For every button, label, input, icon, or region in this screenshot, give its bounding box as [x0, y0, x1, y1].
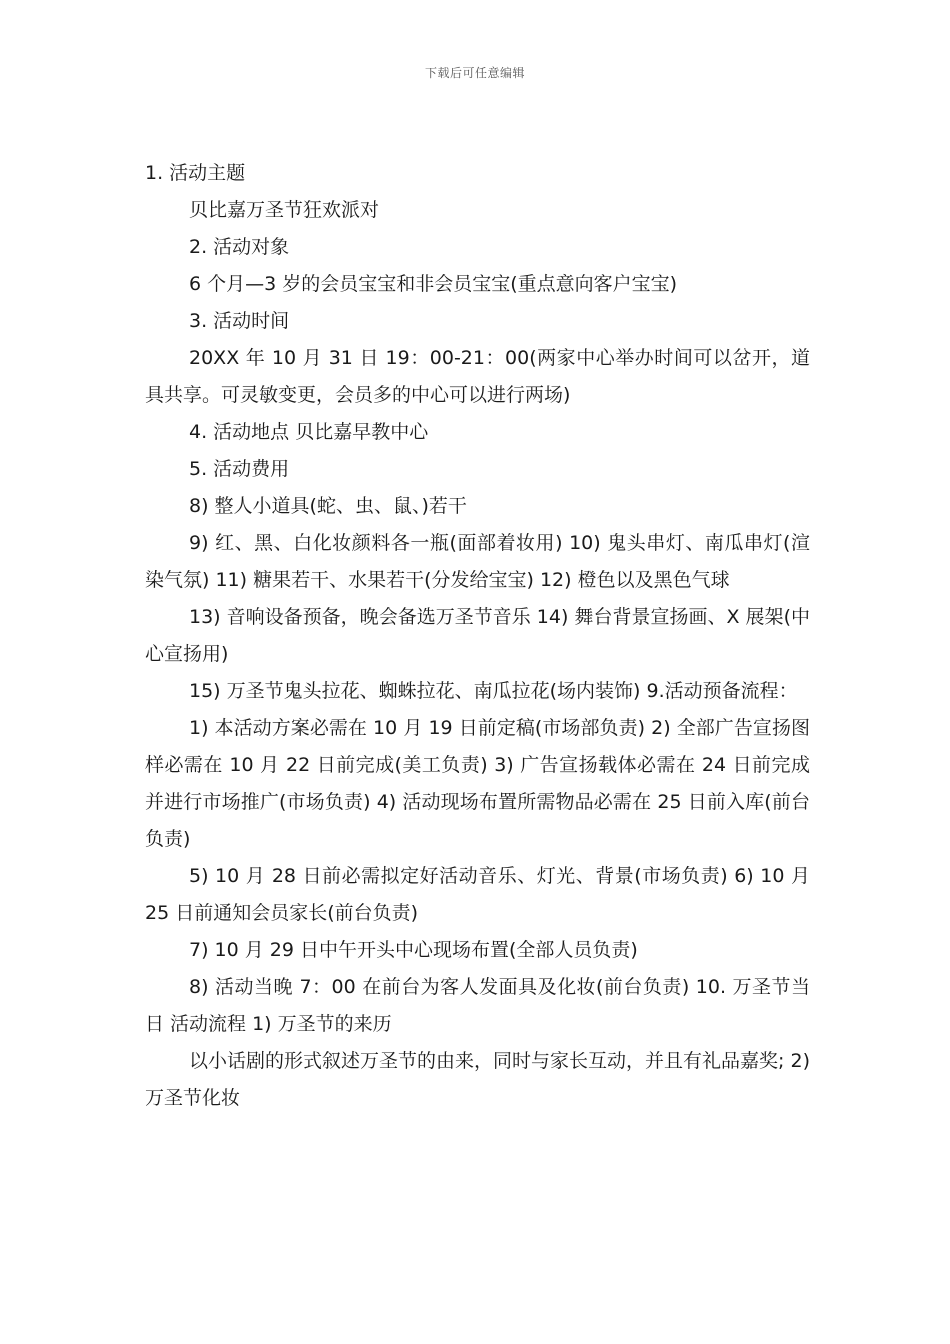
paragraph-prep-8: 8) 活动当晚 7：00 在前台为客人发面具及化妆(前台负责) 10. 万圣节当日 活动流程 1) 万圣节的来历: [145, 976, 810, 1035]
paragraph-heading-theme: 1. 活动主题: [145, 162, 246, 184]
document-body: [145, 155, 810, 1117]
paragraph-prep-1-4: 1) 本活动方案必需在 10 月 19 日前定稿(市场部负责) 2) 全部广告宣扬图样必需在 10 月 22 日前完成(美工负责) 3) 广告宣扬载体必需在 24 日前完成并进行市场推广(市场负责) 4) 活动现场布置所需物品必需在 25 日前入库(前台负责): [145, 717, 810, 850]
paragraph-heading-audience: 2. 活动对象: [189, 236, 290, 258]
paragraph-heading-cost: 5. 活动费用: [189, 458, 290, 480]
paragraph-item-15: 15) 万圣节鬼头拉花、蜘蛛拉花、南瓜拉花(场内装饰) 9.活动预备流程：: [189, 680, 798, 702]
paragraph-item-8: 8) 整人小道具(蛇、虫、鼠、)若干: [189, 495, 467, 517]
paragraph-heading-time: 3. 活动时间: [189, 310, 290, 332]
paragraph-theme-name: 贝比嘉万圣节狂欢派对: [189, 199, 380, 221]
paragraph-audience: 6 个月—3 岁的会员宝宝和非会员宝宝(重点意向客户宝宝): [189, 273, 678, 295]
paragraph-location: 4. 活动地点 贝比嘉早教中心: [189, 421, 429, 443]
paragraph-drama: 以小话剧的形式叙述万圣节的由来，同时与家长互动，并且有礼品嘉奖; 2)万圣节化妆: [145, 1050, 810, 1109]
paragraph-items-9-12: 9) 红、黑、白化妆颜料各一瓶(面部着妆用) 10) 鬼头串灯、南瓜串灯(渲染气氛) 11) 糖果若干、水果若干(分发给宝宝) 12) 橙色以及黑色气球: [145, 532, 810, 591]
page-header-note: 下载后可任意编辑: [424, 66, 525, 80]
paragraph-time: 20XX 年 10 月 31 日 19：00-21：00(两家中心举办时间可以岔开，道具共享。可灵敏变更，会员多的中心可以进行两场): [145, 347, 810, 406]
paragraph-items-13-14: 13) 音响设备预备，晚会备选万圣节音乐 14) 舞台背景宣扬画、X 展架(中心宣扬用): [145, 606, 810, 665]
paragraph-prep-7: 7) 10 月 29 日中午开头中心现场布置(全部人员负责): [189, 939, 638, 961]
paragraph-prep-5-6: 5) 10 月 28 日前必需拟定好活动音乐、灯光、背景(市场负责) 6) 10 月 25 日前通知会员家长(前台负责): [145, 865, 810, 924]
